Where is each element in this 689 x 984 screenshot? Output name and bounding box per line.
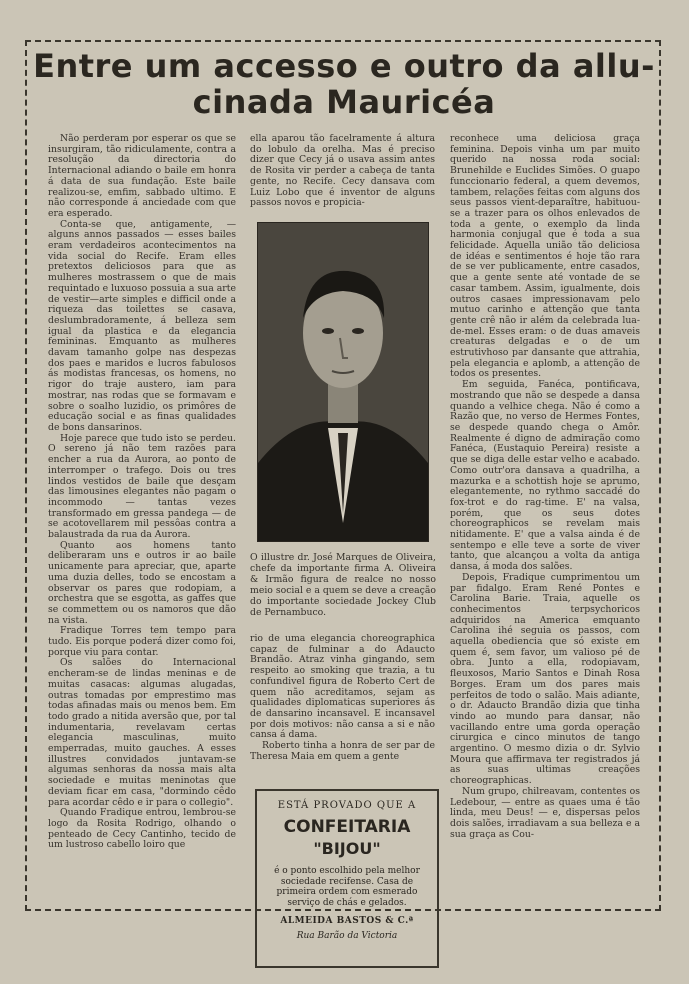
paragraph: Num grupo, chilreavam, contentes os Ledebour, — entre as quaes uma é tão linda, meu Deus! — e, dispersas pelos dois salões, irradiavam a sua belleza e a sua graça as Cou- bbox=[450, 785, 640, 840]
paragraph: Fradique Torres tem tempo para tudo. Eis porque poderá dizer como foi, porque viu para contar. bbox=[48, 625, 236, 658]
paragraph: Conta-se que, antigamente, — alguns annos passados — esses bailes eram verdadeiros acontecimentos na vida social do Recife. Eram elles pretextos deliciosos para que as mulheres mostrassem o que de mais requintado e luxuoso possuia a sua arte de vestir—arte simples e difficil onde a riqueza das toilettes se casava, deslumbradoramente, á belleza sem igual da plastica e da elegancia femininas. Emquanto as mulheres davam tamanho golpe nas despezas dos paes e maridos e lucros fabulosos ás modistas francesas, os homens, no rigor do traje austero, iam para mostrar, nas rodas que se formavam e sobre o soalho luzidio, os primôres de educação social e as finas qualidades de bons dansarinos. bbox=[48, 218, 236, 433]
paragraph: Quanto aos homens tanto deliberaram uns e outros ir ao baile unicamente para apreciar, que, aparte uma duzia delles, todo se encostam a observar os pares que rodopiam, a orchestra que se esgotta, as gaffes que se commettem ou os namoros que dão na vista. bbox=[48, 539, 236, 626]
portrait-photo bbox=[257, 222, 429, 542]
paragraph: reconhece uma deliciosa graça feminina. Depois vinha um par muito querido na nossa roda social: Brunehilde e Euclides Simões. O guapo funccionario federal, a quem devemos, tambem, relações feitas com alguns dos seus passos vient-deparaître, habituou-se a trazer para os olhos enlevados de toda a gente, o exemplo da linda harmonia conjugal que é toda a sua felicidade. Aquella união tão deliciosa de idéas e sentimentos é hoje tão rara de se ver publicamente, entre casados, que a gente sente até vontade de se casar tambem. Assim, igualmente, dois outros casaes impressionavam pelo mutuo carinho e attenção que tanta gente crê não ir além da celebrada lua-de-mel. Esses eram: o de duas amaveis creaturas delgadas e o de um estrutivhoso par dansante que attrahia, pela elegancia e aplomb, a attenção de todos os presentes. bbox=[450, 133, 640, 380]
paragraph: Em seguida, Fanéca, pontificava, mostrando que não se despede a dansa quando a velhice chega. Não é como a Razão que, no verso de Hermes Fontes, se despede quando chega o Amôr. Realmente é digno de admiração como Fanéca, (Eustaquio Pereira) resiste a que se diga delle estar velho e acabado. Como outr'ora dansava a quadrilha, a mazurka e a schottish hoje se aprumo, elegantemente, no rythmo saccadé do fox-trot e do rag-time. E' na valsa, porém, que os seus dotes choreographicos se revelam mais nitidamente. E' que a valsa ainda é de sentempo e elle teve a sorte de viver tanto, que alcançou a volta da antiga dansa, á moda dos salões. bbox=[450, 379, 640, 573]
portrait-illustration bbox=[258, 223, 428, 541]
text-column-2-top bbox=[250, 134, 435, 220]
paragraph: Os salões do Internacional encheram-se de lindas meninas e de muitas casacas: algumas alugadas, outras tomadas por emprestimo mas todas afinadas mais ou menos bem. Em todo grado a nitida aversão que, por tal indumentaria, revelavam certas elegancia masculinas, muito emperradas, muito gauches. A esses illustres convidados juntavam-se algumas senhoras da nossa mais alta sociedade e muitas meninotas que deviam ficar em casa, "dormindo cêdo para acordar cêdo e ir para o collegio". bbox=[48, 657, 236, 808]
ad-company: ALMEIDA BASTOS & C.ª bbox=[280, 916, 414, 926]
paragraph: Roberto tinha a honra de ser par de Theresa Maia em quem a gente bbox=[250, 740, 435, 762]
text-column-1 bbox=[48, 134, 236, 894]
ad-business-name: CONFEITARIA bbox=[283, 817, 411, 837]
ad-intro: ESTÁ PROVADO QUE A bbox=[277, 800, 417, 811]
paragraph: Não perderam por esperar os que se insurgiram, tão ridiculamente, contra a resolução da directoria do Internacional adiando o baile em honra á data de sua fundação. Este baile realizou-se, emfim, sabbado ultimo. E não corresponde á anciedade com que era esperado. bbox=[48, 133, 236, 219]
ad-description: é o ponto escolhido pela melhor sociedade recifense. Casa de primeira ordem com esmerado serviço de chás e gelados. bbox=[274, 866, 420, 908]
paragraph: ella aparou tão facelramente á altura do lobulo da orelha. Mas é preciso dizer que Cecy já o usava assim antes de Rosita vir perder a cabeça de tanta gente, no Recife. Cecy dansava com Luiz Lobo que é inventor de alguns passos novos e propicia- bbox=[250, 133, 435, 209]
text-column-3 bbox=[450, 133, 640, 840]
paragraph: rio de uma elegancia choreographica capaz de fulminar a do Adaucto Brandão. Atraz vinha gingando, sem respeito ao smoking que trazia, a tu confundivel figura de Roberto Cert de quem não acreditamos, sejam as qualidades diplomaticas superiores ás de dansarino incansavel. E incansavel por dois motivos: não cansa a si e não cansa á dama. bbox=[250, 633, 435, 741]
text-column-2-middle bbox=[250, 634, 435, 784]
paragraph: Depois, Fradique cumprimentou um par fidalgo. Eram René Pontes e Carolina Barie. Traia, aquelle os conhecimentos terpsychoricos adquiridos na America emquanto Carolina ihé seguia os passos, com aquella obediencia que só existe em quem é, sem favor, um valioso pé de obra. Junto a ella, rodopiavam, fleuxosos, Mario Santos e Dinah Rosa Borges. Eram um dos pares mais perfeitos de todo o salão. Mais adiante, o dr. Adaucto Brandão dizia que tinha vindo ao mundo para dansar, não vacillando entre uma gorda operação cirurgica e cinco minutos de tango argentino. O mesmo dizia o dr. Sylvio Moura que affirmava ter registrados já as suas ultimas creações choreographicas. bbox=[450, 571, 640, 787]
advertisement-box bbox=[255, 789, 439, 968]
ad-brand: "BIJOU" bbox=[313, 839, 381, 858]
paragraph: Quando Fradique entrou, lembrou-se logo da Rosita Rodrigo, olhando o penteado de Cecy Cantinho, tecido de um lustroso cabello loiro que bbox=[48, 807, 236, 851]
photo-caption: O illustre dr. José Marques de Oliveira, chefe da importante firma A. Oliveira & Irmão figura de realce no nosso meio social e a quem se deve a creação do importante sociedade Jockey Club de Pernambuco. bbox=[250, 552, 436, 618]
ad-address: Rua Barão da Victoria bbox=[296, 931, 398, 941]
paragraph: Hoje parece que tudo isto se perdeu. O sereno já não tem razões para encher a rua da Aurora, ao ponto de interromper o trafego. Dois ou tres lindos vestidos de baile que desçam das limousines elegantes não pagam o incommodo — tantas vezes transformado em gressa pandega — de se acotovellarem mil pessôas contra a balaustrada da rua da Aurora. bbox=[48, 432, 236, 541]
article-title: Entre um accesso e outro da allu- cinada Mauricéa bbox=[33, 47, 655, 121]
